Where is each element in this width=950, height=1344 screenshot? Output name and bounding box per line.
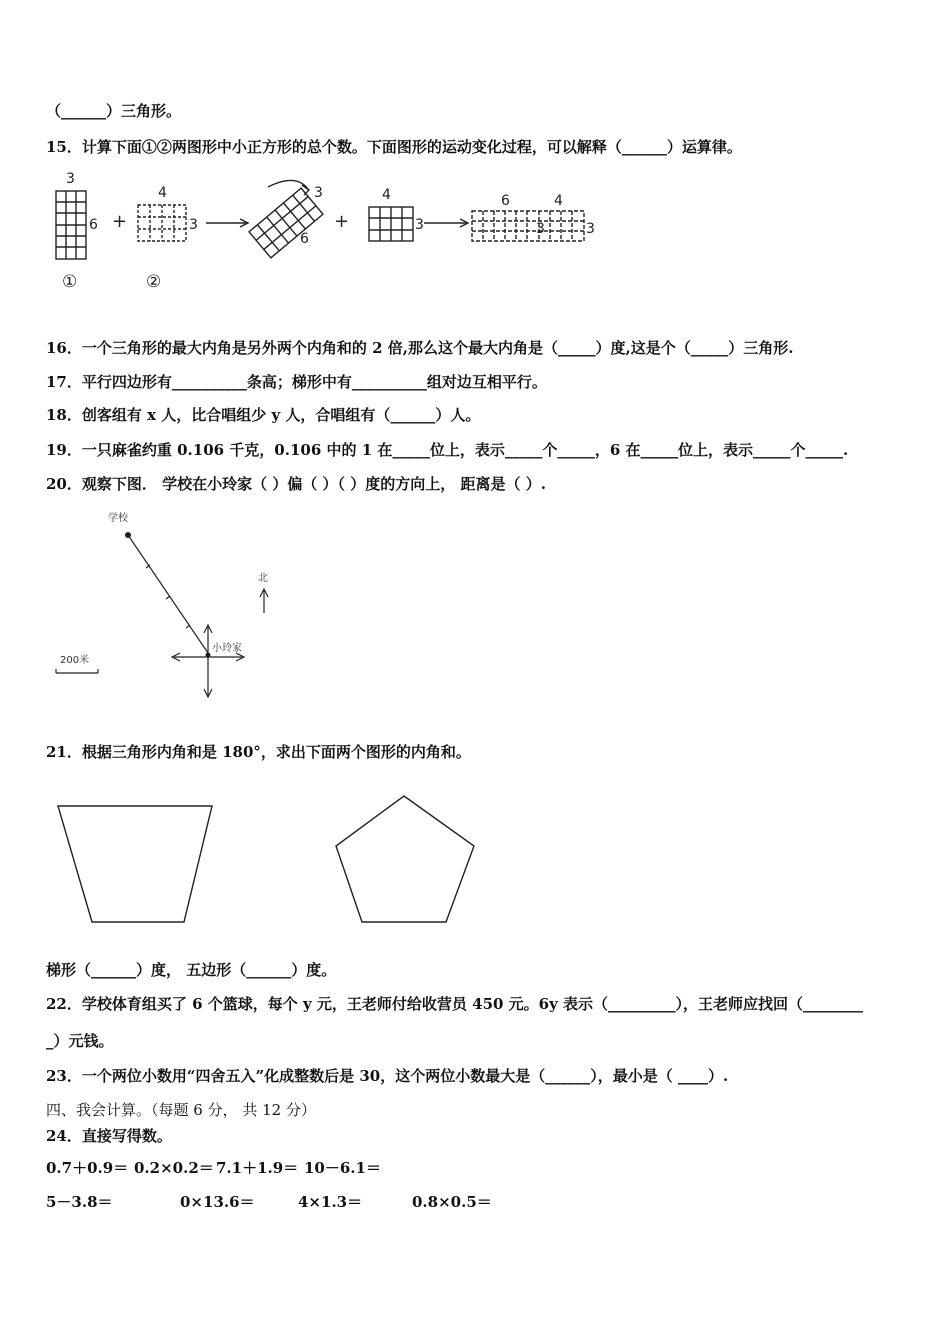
calc-item: 0.8×0.5＝ xyxy=(412,1193,492,1211)
calc-item: 0×13.6＝ xyxy=(180,1193,255,1211)
label-home: 小玲家 xyxy=(212,643,242,654)
text-line-triangle-blank: （______）三角形。 xyxy=(46,102,182,120)
label-school: 学校 xyxy=(108,513,128,524)
question-22-line1: 22．学校体育组买了 6 个篮球，每个 y 元，王老师付给收营员 450 元。6y 表示（_________），王老师应找回（________ xyxy=(46,995,864,1013)
label-3: 3 xyxy=(314,185,323,201)
caption-circled-2: ② xyxy=(146,272,162,292)
calc-item: 10－6.1＝ xyxy=(304,1159,381,1177)
label-3: 3 xyxy=(586,221,595,237)
question-20: 20．观察下图． 学校在小玲家（ ）偏（ ）（ ）度的方向上， 距离是（ ）. xyxy=(46,475,546,493)
label-3: 3 xyxy=(536,221,545,237)
question-17: 17．平行四边形有__________条高；梯形中有__________组对边互相平行。 xyxy=(46,373,547,391)
question-24: 24．直接写得数。 xyxy=(46,1127,172,1145)
question-23: 23．一个两位小数用“四舍五入”化成整数后是 30，这个两位小数最大是（______），最小是（ ____）. xyxy=(46,1067,729,1085)
calc-item: 7.1＋1.9＝ xyxy=(216,1159,299,1177)
calc-item: 4×1.3＝ xyxy=(298,1193,363,1211)
label-6: 6 xyxy=(89,217,98,233)
label-6: 6 xyxy=(300,231,309,247)
figure-21-shapes xyxy=(46,790,486,930)
question-22-line2: _）元钱。 xyxy=(46,1032,114,1050)
label-scale: 200米 xyxy=(60,655,90,666)
figure-15-grid-diagram xyxy=(46,165,606,295)
pentagon-shape xyxy=(336,796,474,922)
label-3: 3 xyxy=(189,217,198,233)
grid-figure-4 xyxy=(369,207,413,241)
home-point xyxy=(206,653,211,658)
question-21: 21．根据三角形内角和是 180°，求出下面两个图形的内角和。 xyxy=(46,743,471,761)
label-6: 6 xyxy=(501,193,510,209)
grid-figure-2 xyxy=(138,205,186,241)
grid-rotated xyxy=(249,188,323,258)
plus-sign: + xyxy=(334,211,350,232)
question-18: 18．创客组有 x 人，比合唱组少 y 人，合唱组有（______）人。 xyxy=(46,406,481,424)
trapezoid-shape xyxy=(58,806,212,922)
question-16: 16．一个三角形的最大内角是另外两个内角和的 2 倍,那么这个最大内角是（_____）度,这是个（_____）三角形. xyxy=(46,339,794,357)
calc-item: 0.7＋0.9＝ xyxy=(46,1159,129,1177)
label-4: 4 xyxy=(382,187,391,203)
figure-20-direction-map xyxy=(46,505,306,705)
question-15: 15．计算下面①②两图形中小正方形的总个数。下面图形的运动变化过程，可以解释（______）运算律。 xyxy=(46,138,742,156)
calc-item: 0.2×0.2＝ xyxy=(134,1159,214,1177)
section-4-heading: 四、我会计算。（每题 6 分， 共 12 分） xyxy=(46,1101,316,1119)
school-point xyxy=(125,532,131,538)
plus-sign: + xyxy=(112,211,128,232)
grid-combined xyxy=(472,211,584,241)
label-3: 3 xyxy=(415,217,424,233)
label-4: 4 xyxy=(554,193,563,209)
calc-row-1 xyxy=(46,1158,381,1178)
label-3: 3 xyxy=(66,171,75,187)
label-north: 北 xyxy=(258,573,268,584)
caption-circled-1: ① xyxy=(62,272,78,292)
calc-row-2 xyxy=(46,1192,492,1212)
answer-21: 梯形（______）度， 五边形（______）度。 xyxy=(46,961,337,979)
calc-item: 5－3.8＝ xyxy=(46,1193,113,1211)
grid-figure-1 xyxy=(56,191,86,259)
label-4: 4 xyxy=(158,185,167,201)
question-19: 19．一只麻雀约重 0.106 千克，0.106 中的 1 在_____位上，表示_____个_____，6 在_____位上，表示_____个_____. xyxy=(46,441,849,459)
